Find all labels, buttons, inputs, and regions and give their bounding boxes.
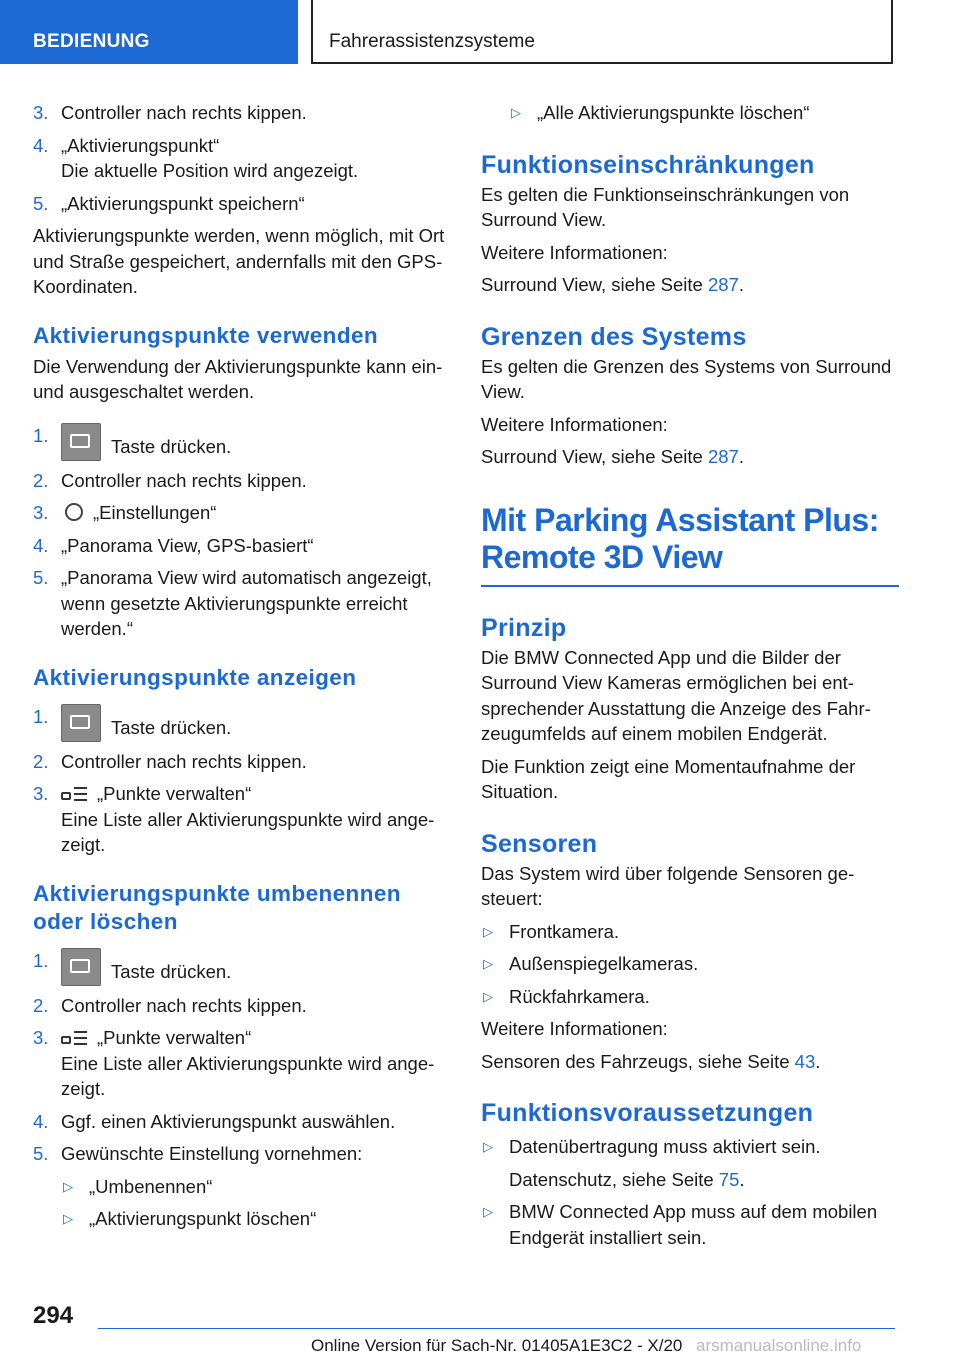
section-heading: Prinzip bbox=[481, 613, 567, 642]
section-heading: Grenzen des Systems bbox=[481, 322, 747, 351]
triangle-bullet-icon: ▷ bbox=[483, 1204, 493, 1219]
triangle-bullet-icon: ▷ bbox=[483, 956, 493, 971]
left-column bbox=[33, 100, 448, 1232]
section-heading: Funktionseinschränkungen bbox=[481, 150, 815, 179]
step-result: Eine Liste aller Aktivierungspunkte wird angezeigt. bbox=[61, 808, 435, 855]
heading-rule bbox=[481, 585, 899, 587]
paragraph: Weitere Informationen: bbox=[481, 1018, 668, 1039]
list-item: ▷ Frontkamera. bbox=[481, 919, 899, 945]
list-item: 2. Controller nach rechts kippen. bbox=[33, 469, 307, 491]
list-item: 4. Ggf. einen Aktivierungspunkt auswählen. bbox=[33, 1110, 396, 1132]
section-heading: Funktionsvoraussetzungen bbox=[481, 1099, 814, 1127]
list-item: 5. „Aktivierungspunkt speichern“ bbox=[33, 192, 305, 214]
intro-paragraph: Aktivierungspunkte werden, wenn möglich, mit Ort und Straße gespeichert, andernfalls mit den GPS-Koordinaten. bbox=[33, 225, 445, 297]
cross-reference: Sensoren des Fahrzeugs, siehe Seite 43. bbox=[481, 1050, 821, 1072]
gear-icon bbox=[65, 503, 83, 521]
chapter-title: Fahrerassistenzsysteme bbox=[329, 31, 535, 52]
footer-rule bbox=[98, 1328, 895, 1329]
list-item: ▷ Rückfahrkamera. bbox=[481, 984, 899, 1010]
section-heading: Aktivierungspunkte anzeigen bbox=[33, 664, 357, 690]
paragraph: Weitere Informationen: bbox=[481, 413, 668, 435]
paragraph: Das System wird über folgende Sensoren gesteuert: bbox=[481, 862, 855, 909]
paragraph: Die Funktion zeigt eine Momentaufnahme der Situation. bbox=[481, 755, 856, 802]
triangle-bullet-icon: ▷ bbox=[483, 1139, 493, 1154]
page-number: 294 bbox=[33, 1302, 74, 1329]
list-item: 3. „Punkte verwalten“ Eine Liste aller Aktivierungspunkte wird angezeigt. bbox=[33, 1027, 435, 1099]
triangle-bullet-icon: ▷ bbox=[63, 1211, 73, 1226]
section-heading: Aktivierungspunkte umbenennen oder löschen bbox=[33, 880, 401, 934]
menu-button-icon bbox=[61, 704, 101, 742]
option-item: ▷ „Umbenennen“ bbox=[33, 1174, 448, 1200]
paragraph: Die Verwendung der Aktivierungspunkte kann ein- und ausgeschaltet werden. bbox=[33, 355, 443, 402]
section-heading: Aktivierungspunkte verwenden bbox=[33, 322, 379, 348]
cross-reference: Datenschutz, siehe Seite 75. bbox=[509, 1168, 745, 1190]
watermark: arsmanualsonline.info bbox=[696, 1336, 862, 1355]
step-result: Eine Liste aller Aktivierungspunkte wird angezeigt. bbox=[61, 1052, 435, 1099]
page-link[interactable]: 287 bbox=[707, 446, 739, 467]
list-item: 3. Controller nach rechts kippen. bbox=[33, 102, 307, 123]
list-item: 3. „Einstellungen“ bbox=[33, 502, 217, 523]
option-item: ▷ „Aktivierungspunkt löschen“ bbox=[33, 1206, 448, 1232]
list-item: 5. „Panorama View wird automatisch angezeigt, wenn gesetzte Aktivierungspunkte erreicht werden.“ bbox=[33, 567, 432, 639]
cross-reference: Surround View, siehe Seite 287. bbox=[481, 446, 744, 467]
list-item: ▷ BMW Connected App muss auf dem mobilen Endgerät installiert sein. bbox=[481, 1199, 899, 1250]
list-item: 5. Gewünschte Einstellung vornehmen: bbox=[33, 1143, 363, 1164]
step-result: Die aktuelle Position wird angezeigt. bbox=[61, 160, 359, 181]
paragraph: Die BMW Connected App und die Bilder der Surround View Kameras ermöglichen bei entsprechender Ausstattung die Anzeige des Fahrzeugumfelds auf einem mobilen Endgerät. bbox=[481, 646, 871, 744]
chapter-tab bbox=[311, 0, 893, 64]
triangle-bullet-icon: ▷ bbox=[483, 988, 493, 1004]
section-title: BEDIENUNG bbox=[33, 31, 150, 52]
list-item: 4. „Panorama View, GPS-basiert“ bbox=[33, 534, 314, 556]
list-item: 1. Taste drücken. bbox=[33, 423, 448, 461]
list-item: 1. Taste drücken. bbox=[33, 948, 448, 986]
list-item: 4. „Aktivierungspunkt“ Die aktuelle Position wird angezeigt. bbox=[33, 134, 359, 181]
option-item: ▷ „Alle Aktivierungspunkte löschen“ bbox=[481, 100, 899, 126]
page-link[interactable]: 43 bbox=[794, 1050, 816, 1072]
list-item: ▷ Außenspiegelkameras. bbox=[481, 951, 899, 977]
page-link[interactable]: 75 bbox=[718, 1168, 740, 1190]
list-item: ▷ Datenübertragung muss aktiviert sein. bbox=[481, 1134, 899, 1160]
cross-reference: Surround View, siehe Seite 287. bbox=[481, 274, 744, 295]
triangle-bullet-icon: ▷ bbox=[511, 105, 521, 120]
section-tab bbox=[0, 0, 298, 64]
page-link[interactable]: 287 bbox=[707, 274, 739, 295]
triangle-bullet-icon: ▷ bbox=[483, 923, 493, 939]
paragraph: Weitere Informationen: bbox=[481, 241, 668, 263]
menu-button-icon bbox=[61, 948, 101, 986]
chapter-heading: Mit Parking Assistant Plus: Remote 3D View bbox=[481, 501, 879, 575]
triangle-bullet-icon: ▷ bbox=[63, 1178, 73, 1194]
list-item: 3. „Punkte verwalten“ Eine Liste aller Aktivierungspunkte wird angezeigt. bbox=[33, 783, 435, 855]
paragraph: Es gelten die Funktionseinschränkungen von Surround View. bbox=[481, 183, 850, 230]
section-heading: Sensoren bbox=[481, 829, 598, 858]
manage-points-icon bbox=[61, 786, 87, 802]
list-item: 2. Controller nach rechts kippen. bbox=[33, 994, 307, 1016]
menu-button-icon bbox=[61, 423, 101, 461]
paragraph: Es gelten die Grenzen des Systems von Surround View. bbox=[481, 355, 892, 402]
right-column bbox=[481, 100, 899, 1250]
footer-text: Online Version für Sach-Nr. 01405A1E3C2 - X/20 bbox=[311, 1336, 683, 1355]
manage-points-icon bbox=[61, 1030, 87, 1046]
list-item: 2. Controller nach rechts kippen. bbox=[33, 750, 307, 772]
list-item: 1. Taste drücken. bbox=[33, 704, 448, 742]
